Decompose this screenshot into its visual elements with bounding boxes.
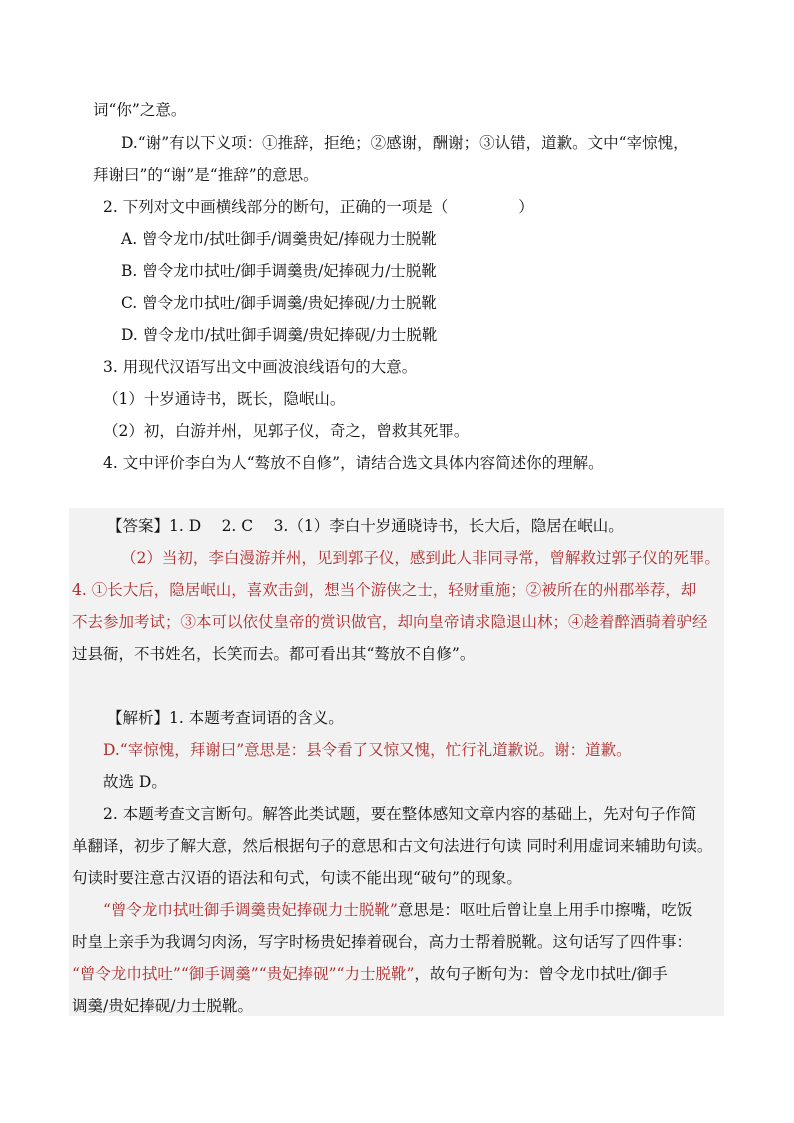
question-3-item-2: （2）初，白游并州，见郭子仪，奇之，曾救其死罪。: [103, 422, 470, 440]
analysis-line-9-text: ，故句子断句为：曾令龙巾拭吐/御手: [414, 965, 668, 983]
analysis-line-7: [103, 900, 692, 920]
question-2-option-b: B. 曾令龙巾拭吐/御手调羹贵/妃捧砚力/士脱靴: [121, 262, 437, 280]
question-4-stem: 4. 文中评价李白为人“骜放不自修”，请结合选文具体内容简述你的理解。: [103, 454, 604, 472]
question-3-stem: 3. 用现代汉语写出文中画波浪线语句的大意。: [103, 358, 418, 376]
analysis-line-9-quote: “曾令龙巾拭吐”“御手调羹”“贵妃捧砚”“力士脱靴”: [72, 965, 415, 983]
analysis-line-1: 【解析】1. 本题考查词语的含义。: [107, 709, 344, 727]
analysis-line-6: 句读时要注意古汉语的语法和句式，句读不能出现“破句”的现象。: [72, 869, 522, 887]
analysis-line-3: 故选 D。: [103, 773, 167, 791]
option-d-explanation: D.“谢”有以下义项：①推辞，拒绝；②感谢，酬谢；③认错，道歉。文中“宰惊愧，: [121, 134, 689, 152]
analysis-line-2: D.“宰惊愧，拜谢曰”意思是：县令看了又惊又愧，忙行礼道歉说。谢：道歉。: [103, 741, 632, 759]
analysis-line-7-quote: “曾令龙巾拭吐御手调羹贵妃捧砚力士脱靴”: [103, 901, 398, 919]
answer-line-4-part-b: ③本可以依仗皇帝的赏识做官，却向皇帝请求隐退山林；: [180, 613, 569, 631]
question-2-stem-text: 2. 下列对文中画横线部分的断句，正确的一项是（: [103, 198, 449, 216]
question-2-stem-close: ）: [518, 198, 534, 216]
analysis-line-5: 单翻译，初步了解大意，然后根据句子的意思和古文句法进行句读 同时利用虚词来辅助句读。: [72, 837, 713, 855]
answer-line-3: 4. ①长大后，隐居岷山，喜欢击剑，想当个游侠之士，轻财重施；②被所在的州郡举荐，却: [72, 581, 697, 599]
question-tail-line: 词“你”之意。: [93, 101, 187, 119]
option-d-explanation-cont: 拜谢曰”的“谢”是“推辞”的意思。: [93, 166, 319, 184]
answer-line-4: [72, 612, 708, 632]
question-2-stem: [103, 197, 534, 217]
answer-line-1: 【答案】1. D 2. C 3.（1）李白十岁通晓诗书，长大后，隐居在岷山。: [107, 517, 624, 535]
answer-line-4-part-a: 不去参加考试；: [72, 613, 181, 631]
analysis-line-9: [72, 964, 668, 984]
question-2-option-c: C. 曾令龙巾拭吐/御手调羹/贵妃捧砚/力士脱靴: [121, 294, 437, 312]
question-2-option-a: A. 曾令龙巾/拭吐御手/调羹贵妃/捧砚力士脱靴: [121, 230, 437, 248]
answer-line-4-part-c: ④趁着醉酒骑着驴经: [568, 613, 708, 631]
analysis-line-10: 调羹/贵妃捧砚/力士脱靴。: [72, 997, 253, 1015]
analysis-line-7-text: 意思是：呕吐后曾让皇上用手巾擦嘴，吃饭: [397, 901, 693, 919]
answer-line-5: 过县衙，不书姓名，长笑而去。都可看出其“骜放不自修”。: [72, 645, 476, 663]
question-3-item-1: （1）十岁通诗书，既长，隐岷山。: [103, 390, 346, 408]
answer-line-2: （2）当初，李白漫游并州，见到郭子仪，感到此人非同寻常，曾解救过郭子仪的死罪。: [121, 549, 720, 567]
analysis-line-4: 2. 本题考查文言断句。解答此类试题，要在整体感知文章内容的基础上，先对句子作简: [103, 805, 697, 823]
question-2-option-d: D. 曾令龙巾/拭吐御手调羹/贵妃捧砚/力士脱靴: [121, 326, 438, 344]
analysis-line-8: 时皇上亲手为我调匀肉汤，写字时杨贵妃捧着砚台，高力士帮着脱靴。这句话写了四件事：: [72, 933, 693, 951]
